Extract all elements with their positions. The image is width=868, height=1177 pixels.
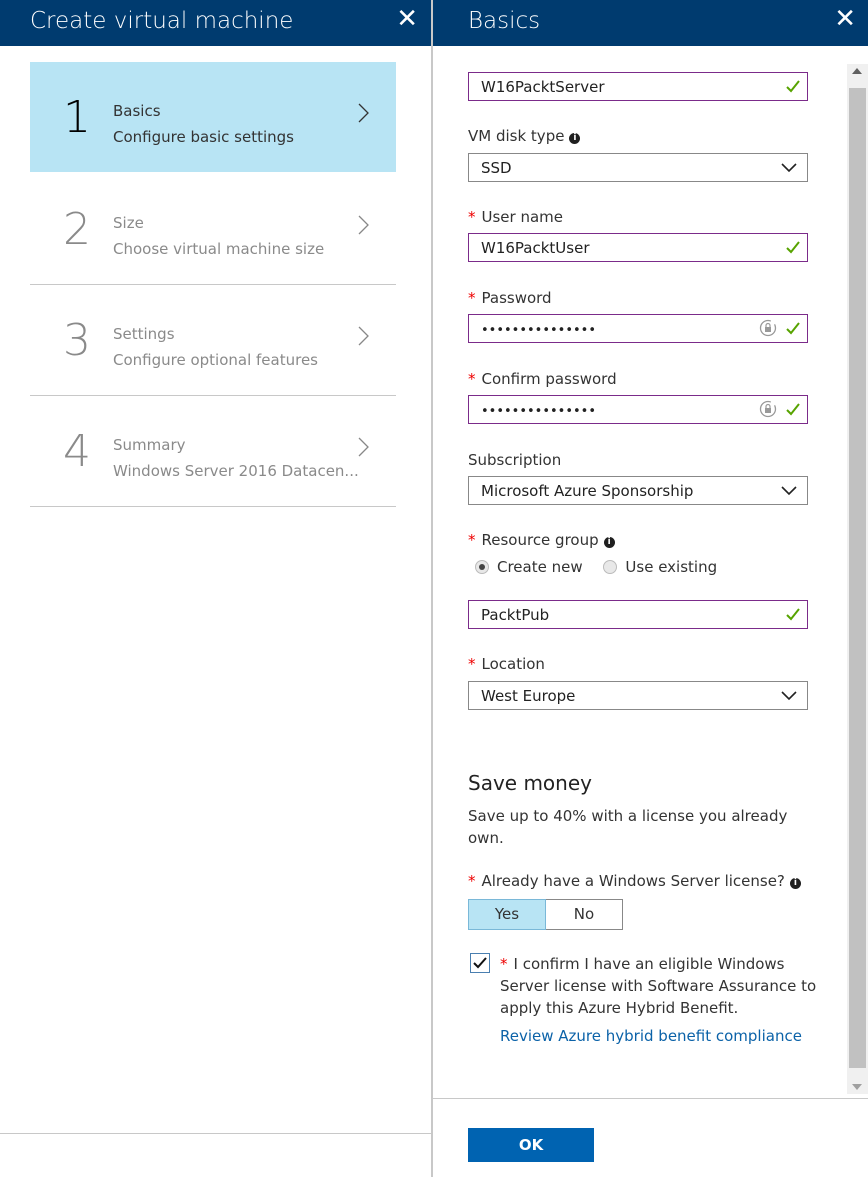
step-title: Settings [113, 325, 175, 343]
divider [0, 1133, 431, 1134]
license-yes-option[interactable]: Yes [468, 899, 546, 930]
chevron-right-icon [352, 436, 374, 458]
step-size[interactable] [30, 174, 396, 285]
check-icon [785, 401, 801, 417]
blade-title: Create virtual machine [30, 8, 294, 34]
radio-dot [603, 560, 617, 574]
label-text: VM disk type [468, 127, 565, 145]
location-label [468, 655, 545, 673]
create-vm-blade [0, 0, 431, 1177]
required-marker: * [500, 955, 508, 973]
step-subtitle: Configure basic settings [113, 128, 294, 146]
step-number: 3 [63, 315, 91, 366]
resource-group-input[interactable] [468, 600, 808, 629]
radio-label: Create new [497, 558, 583, 576]
chevron-right-icon [352, 102, 374, 124]
subscription-select[interactable] [468, 476, 808, 505]
password-input[interactable] [468, 314, 808, 343]
required-marker: * [468, 655, 476, 673]
required-marker: * [468, 289, 476, 307]
license-question-label [468, 872, 801, 890]
resource-group-label [468, 531, 615, 549]
step-title: Basics [113, 102, 161, 120]
password-lock-icon[interactable] [759, 319, 777, 337]
footer-divider [433, 1098, 868, 1099]
username-input[interactable] [468, 233, 808, 262]
save-money-title: Save money [468, 771, 592, 795]
radio-use-existing[interactable] [603, 558, 717, 576]
subscription-label [468, 451, 561, 469]
confirm-text: I confirm I have an eligible Windows Server license with Software Assurance to apply this Azure Hybrid Benefit. [500, 955, 817, 1017]
step-subtitle: Windows Server 2016 Datacen... [113, 462, 359, 480]
checkmark-icon [473, 956, 487, 970]
chevron-down-icon [781, 485, 797, 497]
radio-label: Use existing [625, 558, 718, 576]
password-label [468, 289, 552, 307]
step-basics[interactable] [30, 62, 396, 172]
info-icon[interactable]: i [790, 878, 801, 889]
step-number: 4 [63, 426, 91, 477]
label-text: Resource group [481, 531, 599, 549]
disk-type-label [468, 127, 580, 145]
license-toggle [468, 899, 623, 930]
scrollbar[interactable] [847, 64, 868, 1094]
confirm-license-text [500, 953, 820, 1019]
label-text: User name [481, 208, 563, 226]
radio-dot [475, 560, 489, 574]
chevron-down-icon [781, 690, 797, 702]
field-value: ••••••••••••••• [481, 323, 597, 338]
required-marker: * [468, 531, 476, 549]
select-value: Microsoft Azure Sponsorship [481, 482, 694, 500]
disk-type-select[interactable] [468, 153, 808, 182]
step-subtitle: Choose virtual machine size [113, 240, 325, 258]
step-title: Summary [113, 436, 186, 454]
check-icon [785, 606, 801, 622]
field-value: ••••••••••••••• [481, 404, 597, 419]
location-select[interactable] [468, 681, 808, 710]
close-icon[interactable]: ✕ [834, 4, 856, 34]
check-icon [785, 320, 801, 336]
basics-blade [433, 0, 868, 1177]
check-icon [785, 78, 801, 94]
required-marker: * [468, 208, 476, 226]
close-icon[interactable]: ✕ [396, 4, 418, 34]
radio-create-new[interactable] [475, 558, 583, 576]
step-summary[interactable] [30, 396, 396, 507]
select-value: SSD [481, 159, 512, 177]
check-icon [785, 239, 801, 255]
confirm-password-label [468, 370, 617, 388]
scroll-thumb[interactable] [849, 88, 866, 1068]
blade-header [433, 0, 868, 46]
chevron-right-icon [352, 325, 374, 347]
scroll-down-arrow-icon[interactable] [852, 1084, 862, 1090]
step-settings[interactable] [30, 285, 396, 396]
save-money-description: Save up to 40% with a license you already own. [468, 807, 788, 847]
license-no-option[interactable]: No [546, 899, 623, 930]
select-value: West Europe [481, 687, 576, 705]
field-value: W16PacktServer [481, 78, 605, 96]
confirm-license-checkbox[interactable] [470, 953, 490, 973]
hybrid-benefit-link[interactable]: Review Azure hybrid benefit compliance [500, 1027, 802, 1045]
label-text: Subscription [468, 451, 562, 469]
resource-group-radio-group [475, 558, 733, 578]
label-text: Confirm password [481, 370, 617, 388]
ok-button[interactable]: OK [468, 1128, 594, 1162]
label-text: Password [481, 289, 552, 307]
chevron-right-icon [352, 214, 374, 236]
step-subtitle: Configure optional features [113, 351, 318, 369]
required-marker: * [468, 370, 476, 388]
vm-name-input[interactable] [468, 72, 808, 101]
step-number: 1 [63, 92, 91, 143]
chevron-down-icon [781, 162, 797, 174]
password-lock-icon[interactable] [759, 400, 777, 418]
confirm-password-input[interactable] [468, 395, 808, 424]
field-value: W16PacktUser [481, 239, 590, 257]
label-text: Location [481, 655, 545, 673]
info-icon[interactable]: i [569, 133, 580, 144]
scroll-up-arrow-icon[interactable] [852, 68, 862, 74]
info-icon[interactable]: i [604, 537, 615, 548]
step-number: 2 [63, 204, 91, 255]
blade-header [0, 0, 431, 46]
step-title: Size [113, 214, 144, 232]
required-marker: * [468, 872, 476, 890]
username-label [468, 208, 563, 226]
field-value: PacktPub [481, 606, 550, 624]
blade-title: Basics [468, 8, 541, 34]
label-text: Already have a Windows Server license? [481, 872, 785, 890]
